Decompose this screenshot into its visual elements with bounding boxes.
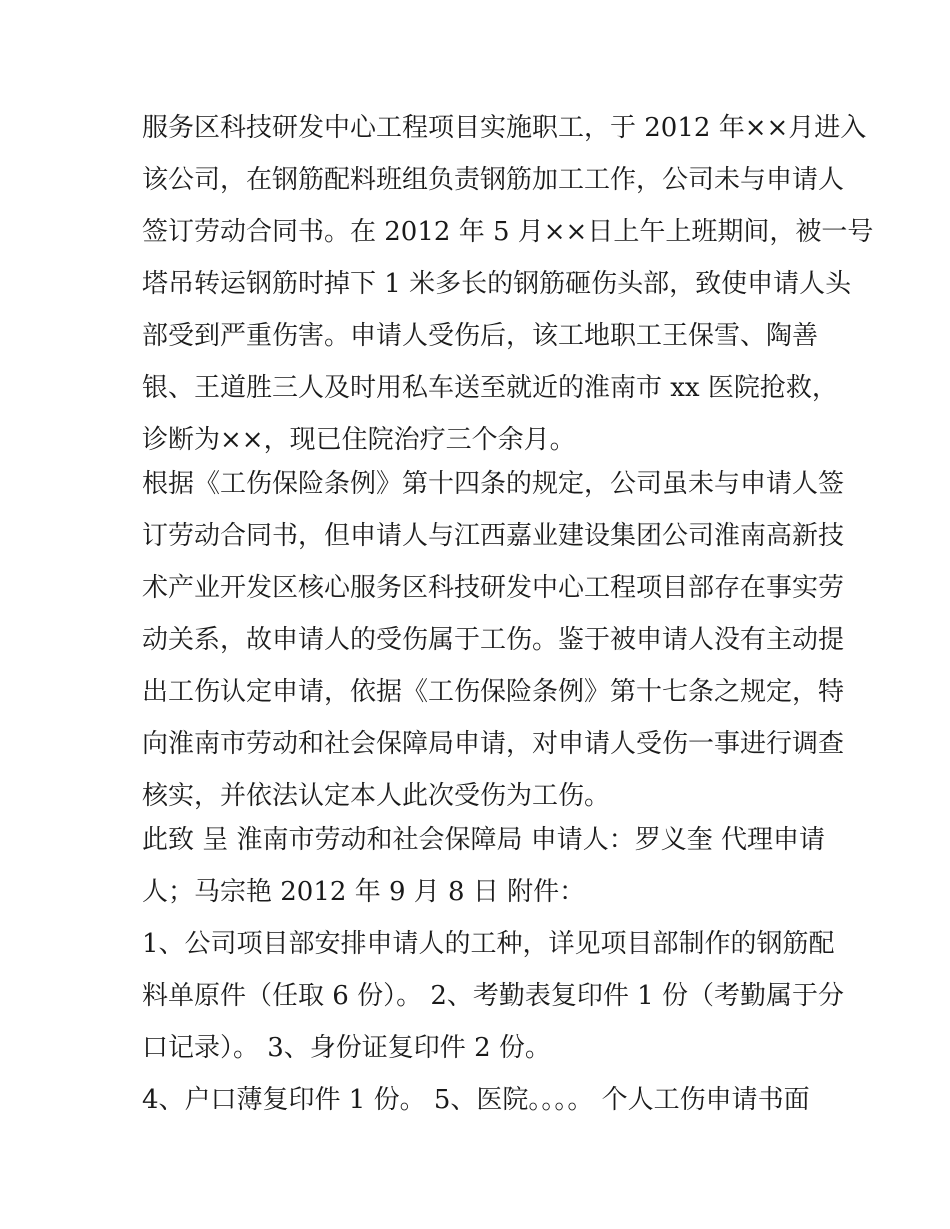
text-line: 口记录）。 3、身份证复印件 2 份。 <box>142 1033 551 1063</box>
text-line: 术产业开发区核心服务区科技研发中心工程项目部存在事实劳 <box>142 573 845 603</box>
text-line: 向淮南市劳动和社会保障局申请，对申请人受伤一事进行调查 <box>142 729 845 759</box>
text-line: 订劳动合同书，但申请人与江西嘉业建设集团公司淮南高新技 <box>142 521 845 551</box>
text-line: 塔吊转运钢筋时掉下 1 米多长的钢筋砸伤头部，致使申请人头 <box>142 269 852 299</box>
text-line: 人；马宗艳 2012 年 9 月 8 日 附件： <box>142 877 586 907</box>
text-line: 核实，并依法认定本人此次受伤为工伤。 <box>142 781 611 811</box>
text-line: 此致 呈 淮南市劳动和社会保障局 申请人：罗义奎 代理申请 <box>142 825 826 855</box>
text-line: 出工伤认定申请，依据《工伤保险条例》第十七条之规定，特 <box>142 677 845 707</box>
text-line: 服务区科技研发中心工程项目实施职工，于 2012 年××月进入 <box>142 113 867 143</box>
text-line: 4、户口薄复印件 1 份。 5、医院。。。。 个人工伤申请书面 <box>142 1085 810 1115</box>
text-line: 诊断为××，现已住院治疗三个余月。 <box>142 425 576 455</box>
text-line: 根据《工伤保险条例》第十四条的规定，公司虽未与申请人签 <box>142 469 845 499</box>
text-line: 该公司，在钢筋配料班组负责钢筋加工工作，公司未与申请人 <box>142 165 845 195</box>
text-line: 1、公司项目部安排申请人的工种，详见项目部制作的钢筋配 <box>142 929 835 959</box>
text-line: 料单原件（任取 6 份）。 2、考勤表复印件 1 份（考勤属于分 <box>142 981 844 1011</box>
text-line: 动关系，故申请人的受伤属于工伤。鉴于被申请人没有主动提 <box>142 625 845 655</box>
text-line: 银、王道胜三人及时用私车送至就近的淮南市 xx 医院抢救， <box>142 373 838 403</box>
text-line: 签订劳动合同书。在 2012 年 5 月××日上午上班期间，被一号 <box>142 217 874 247</box>
text-line: 部受到严重伤害。申请人受伤后，该工地职工王保雪、陶善 <box>142 321 819 351</box>
